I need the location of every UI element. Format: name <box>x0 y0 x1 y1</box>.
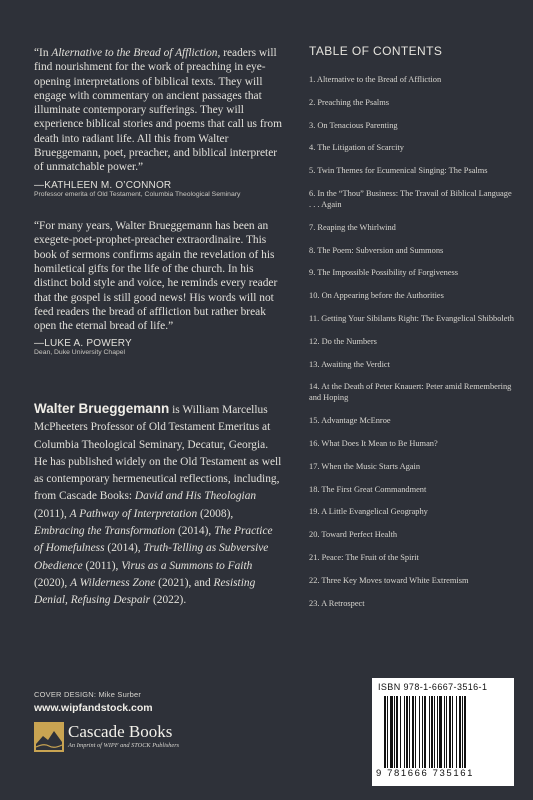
toc-list <box>309 74 514 609</box>
bio-text: (2020), <box>34 576 71 589</box>
toc-item: 4. The Litigation of Scarcity <box>309 143 404 153</box>
publisher-logo <box>34 722 204 752</box>
toc-item: 10. On Appearing before the Authorities <box>309 291 444 301</box>
book-title: A Pathway of Interpretation <box>69 507 198 520</box>
toc-item: 7. Reaping the Whirlwind <box>309 222 396 232</box>
cover-design-credit: COVER DESIGN: Mike Surber <box>34 690 142 699</box>
toc-item: 5. Twin Themes for Ecumenical Singing: The Psalms <box>309 166 488 176</box>
bio-text: (2011), <box>34 507 70 520</box>
book-title: A Wilderness Zone <box>70 576 156 589</box>
quote-text: “In <box>34 47 52 59</box>
endorser-name: —LUKE A. POWERY <box>34 338 132 350</box>
toc-item: 19. A Little Evangelical Geography <box>309 507 428 517</box>
book-title: Virus as a Summons to Faith <box>121 559 253 572</box>
toc-item: 15. Advantage McEnroe <box>309 416 391 426</box>
book-title: Embracing the Transformation <box>34 525 176 538</box>
endorsement-quote-2: “For many years, Walter Brueggemann has been an exegete-poet-prophet-preacher extraordinaire. This book of sermons confirms again the revelation of his homiletical gifts for the life of the church. In his distinct bold style and voice, he reminds every reader that the gospel is still good news! His words will not feed readers the bread of affliction but rather break open the eternal bread of life.” <box>34 220 278 333</box>
toc-heading: TABLE OF CONTENTS <box>309 44 443 58</box>
toc-item: 20. Toward Perfect Health <box>309 530 398 540</box>
toc-item: 9. The Impossible Possibility of Forgiveness <box>309 268 459 278</box>
toc-item: 8. The Poem: Subversion and Summons <box>309 245 444 255</box>
bio-text: (2011), <box>82 559 122 572</box>
toc-item: 16. What Does It Mean to Be Human? <box>309 438 438 448</box>
bio-text: (2014), <box>175 525 215 538</box>
toc-item: 17. When the Music Starts Again <box>309 461 421 471</box>
publisher-name: Cascade Books <box>68 722 173 741</box>
quote-text: , readers will find nourishment for the work of preaching in eye-opening interpretations of biblical texts. They will engage with commentary on ancient passages that illuminate contemporary sufferings. They will experience biblical stories and poems that call us from death into radiant life. All this from Walter Brueggemann, poet, preacher, and biblical interpreter of unmatchable power.” <box>34 47 282 174</box>
book-title: Resisting Denial, Refusing Despair <box>34 576 256 607</box>
endorser-name: —KATHLEEN M. O’CONNOR <box>34 179 172 191</box>
toc-item: 18. The First Great Commandment <box>309 484 427 494</box>
book-title: The Practice of Homefulness <box>34 525 273 555</box>
toc-item: 22. Three Key Moves toward White Extremism <box>309 575 469 585</box>
barcode <box>372 678 514 786</box>
credits <box>34 690 153 714</box>
toc-item: 6. In the “Thou” Business: The Travail of Biblical Language . . . Again <box>309 188 512 209</box>
book-title: Truth-Telling as Subversive Obedience <box>34 542 269 572</box>
bio-text: (2014), <box>104 542 144 555</box>
barcode-bars-icon <box>384 696 502 768</box>
table-of-contents <box>309 44 514 620</box>
toc-item: 11. Getting Your Sibilants Right: The Evangelical Shibboleth <box>309 313 514 323</box>
endorsements <box>34 46 284 358</box>
book-title: Alternative to the Bread of Affliction <box>51 47 218 59</box>
bio-text: (2021), and <box>155 576 214 589</box>
toc-item: 13. Awaiting the Verdict <box>309 359 390 369</box>
publisher-tagline: An Imprint of WIPF and STOCK Publishers <box>68 742 180 749</box>
bio-text: (2022). <box>150 594 187 607</box>
bio-text: is William Marcellus McPheeters Professor of Old Testament Emeritus at Columbia Theological Seminary, Decatur, Georgia. He has published widely on the Old Testament as well as contemporary hermeneutical reflections, including, from Cascade Books: <box>34 404 282 503</box>
toc-item: 1. Alternative to the Bread of Affliction <box>309 75 442 84</box>
endorser-affiliation: Professor emerita of Old Testament, Columbia Theological Seminary <box>34 190 241 198</box>
endorser-affiliation: Dean, Duke University Chapel <box>34 349 126 357</box>
author-name: Walter Brueggemann <box>34 401 170 416</box>
toc-item: 14. At the Death of Peter Knauert: Peter amid Remembering and Hoping <box>309 382 512 403</box>
toc-item: 23. A Retrospect <box>309 598 365 608</box>
toc-item: 3. On Tenacious Parenting <box>309 120 398 130</box>
toc-item: 12. Do the Numbers <box>309 336 377 346</box>
cascade-logo-icon <box>34 722 64 752</box>
isbn-label: ISBN 978-1-6667-3516-1 <box>378 682 488 692</box>
book-title: David and His Theologian <box>134 490 257 503</box>
barcode-digits: 9 781666 735161 <box>376 768 474 779</box>
publisher-website[interactable]: www.wipfandstock.com <box>34 702 153 714</box>
endorsement-quote-1 <box>34 46 284 175</box>
toc-item: 21. Peace: The Fruit of the Spirit <box>309 552 419 562</box>
bio-text: (2008), <box>197 507 234 520</box>
author-bio <box>34 400 284 610</box>
toc-item: 2. Preaching the Psalms <box>309 97 390 107</box>
